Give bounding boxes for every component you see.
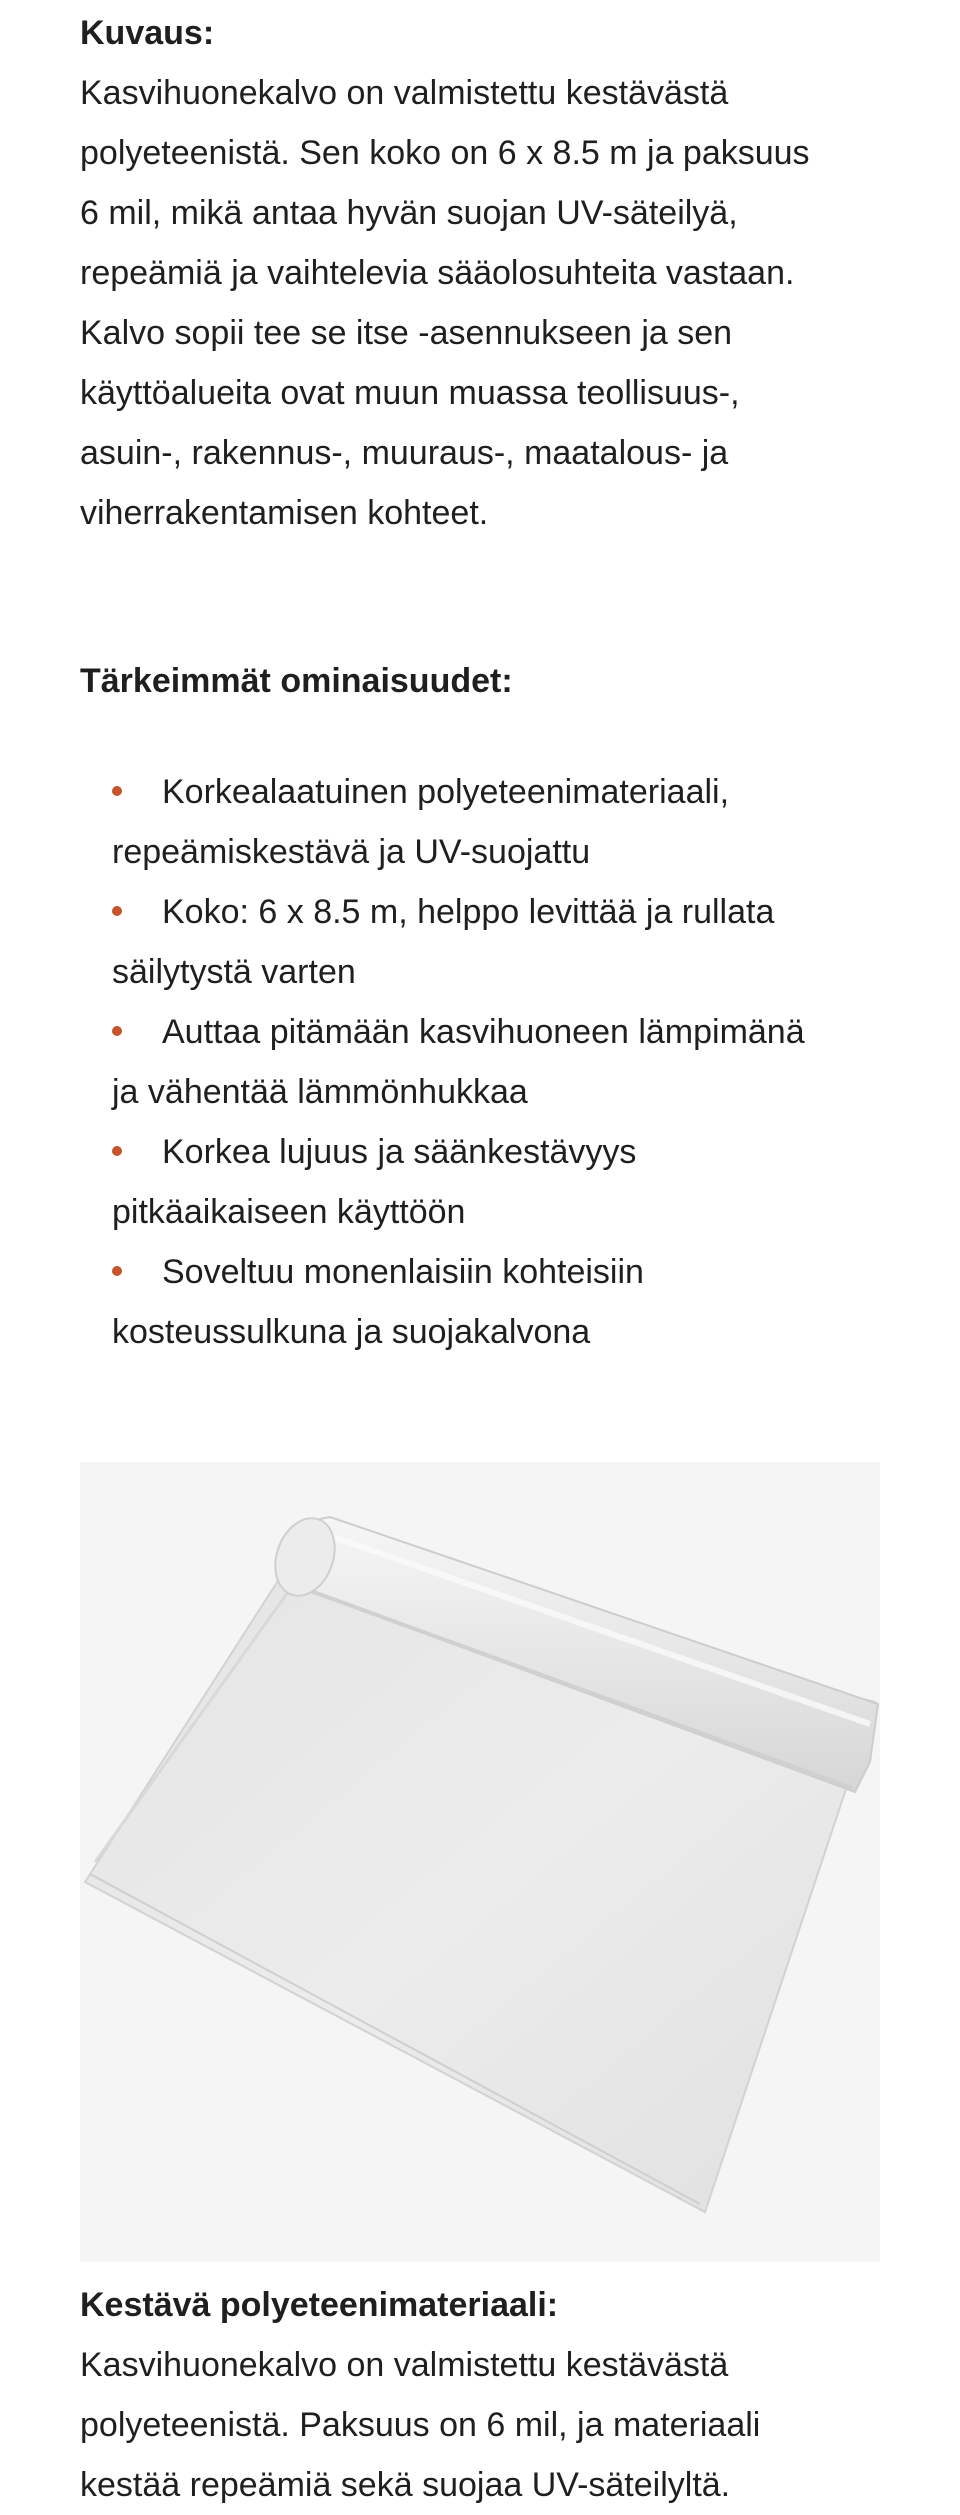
material-line: polyeteenistä. Paksuus on 6 mil, ja materiaali	[80, 2406, 761, 2444]
material-section	[80, 2275, 880, 2515]
description-heading: Kuvaus:	[80, 14, 215, 52]
features-heading: Tärkeimmät ominaisuudet:	[80, 662, 513, 700]
feature-text-line1: Korkealaatuinen polyeteenimateriaali,	[162, 773, 730, 811]
feature-text-line2: kosteussulkuna ja suojakalvona	[112, 1313, 591, 1351]
feature-text-line2: repeämiskestävä ja UV-suojattu	[112, 833, 591, 871]
description-line: Kalvo sopii tee se itse -asennukseen ja sen	[80, 314, 733, 352]
list-item	[112, 762, 880, 882]
description-line: viherrakentamisen kohteet.	[80, 494, 489, 532]
description-section	[80, 3, 880, 543]
material-line: kestää repeämiä sekä suojaa UV-säteilyltä.	[80, 2466, 731, 2504]
bullet-dot-icon	[112, 786, 122, 796]
description-line: polyeteenistä. Sen koko on 6 x 8.5 m ja paksuus	[80, 134, 810, 172]
description-line: käyttöalueita ovat muun muassa teollisuus-,	[80, 374, 740, 412]
feature-text-line2: säilytystä varten	[112, 953, 356, 991]
description-line: 6 mil, mikä antaa hyvän suojan UV-säteilyä,	[80, 194, 738, 232]
bullet-dot-icon	[112, 1146, 122, 1156]
feature-text-line1: Korkea lujuus ja säänkestävyys	[162, 1133, 637, 1171]
feature-text-line1: Soveltuu monenlaisiin kohteisiin	[162, 1253, 644, 1291]
description-content	[80, 0, 880, 1351]
material-heading: Kestävä polyeteenimateriaali:	[80, 2286, 559, 2324]
plastic-sheet-roll-illustration	[80, 1462, 880, 2262]
features-section	[80, 651, 880, 1362]
description-line: Kasvihuonekalvo on valmistettu kestävästä	[80, 74, 729, 112]
description-line: repeämiä ja vaihtelevia sääolosuhteita vastaan.	[80, 254, 795, 292]
material-line: Kasvihuonekalvo on valmistettu kestävästä	[80, 2346, 729, 2384]
bullet-dot-icon	[112, 1026, 122, 1036]
list-item	[112, 882, 880, 1002]
feature-text-line2: ja vähentää lämmönhukkaa	[112, 1073, 528, 1111]
feature-text-line2: pitkäaikaiseen käyttöön	[112, 1193, 466, 1231]
feature-text-line1: Koko: 6 x 8.5 m, helppo levittää ja rullata	[162, 893, 775, 931]
description-line: asuin-, rakennus-, muuraus-, maatalous- ja	[80, 434, 729, 472]
feature-text-line1: Auttaa pitämään kasvihuoneen lämpimänä	[162, 1013, 805, 1051]
list-item	[112, 1242, 880, 1362]
features-list	[112, 762, 880, 1362]
bullet-dot-icon	[112, 1266, 122, 1276]
bullet-dot-icon	[112, 906, 122, 916]
product-image	[80, 1462, 880, 2262]
list-item	[112, 1002, 880, 1122]
list-item	[112, 1122, 880, 1242]
